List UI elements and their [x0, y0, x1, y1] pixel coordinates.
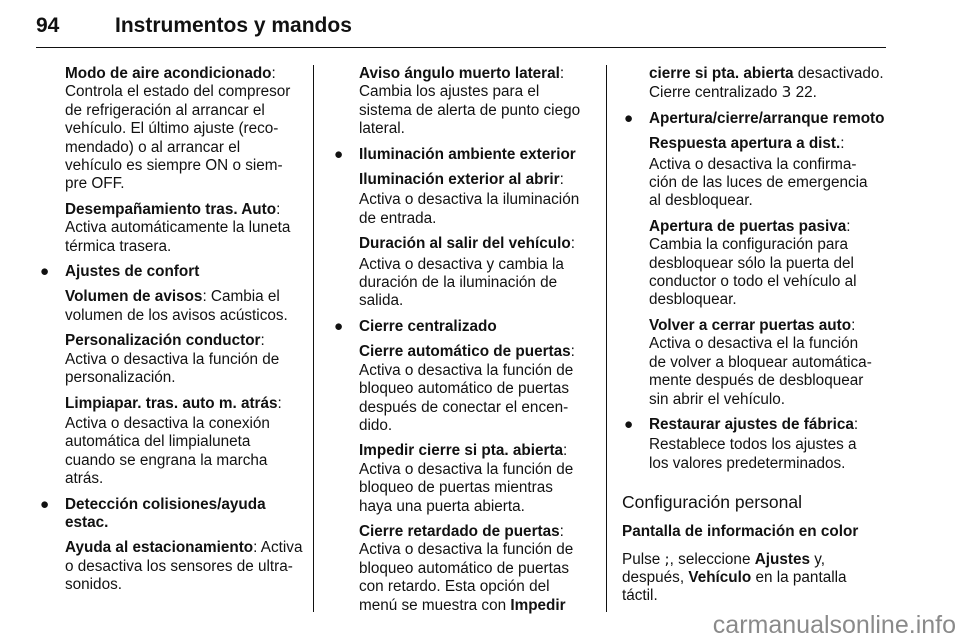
bullet-icon: ● — [334, 145, 344, 163]
bullet-collision: ● Detección colisiones/ayuda estac. — [40, 495, 266, 531]
column-1 — [38, 65, 312, 602]
setting-unlock-lighting: Iluminación exterior al abrir: Activa o desactiva la iluminación de entrada. — [359, 171, 580, 227]
setting-remote-unlock-feedback: Respuesta apertura a dist.: Activa o desactiva la confirma- ción de las luces de emergencia al desbloquear. — [649, 135, 868, 210]
column-3 — [622, 65, 890, 613]
bullet-icon: ● — [624, 415, 634, 433]
setting-rear-wiper: Limpiapar. tras. auto m. atrás: Activa o desactiva la conexión automática del limpialuneta cuando se engrana la marcha atrás. — [65, 394, 282, 488]
setting-park-assist: Ayuda al estacionamiento: Activa o desactiva los sensores de ultra- sonidos. — [65, 539, 303, 594]
page-reference-icon: 3 — [781, 83, 792, 102]
setting-auto-door-lock: Cierre automático de puertas: Activa o desactiva la función de bloqueo automático de puertas después de conectar el encen- dido. — [359, 343, 575, 434]
setting-exit-lighting: Duración al salir del vehículo: Activa o desactiva y cambia la duración de la iluminación de salida. — [359, 235, 575, 310]
subsection-heading: Pantalla de información en color — [622, 523, 859, 541]
bullet-comfort: ● Ajustes de confort — [40, 263, 200, 281]
setting-blind-spot: Aviso ángulo muerto lateral: Cambia los ajustes para el sistema de alerta de punto ciego lateral. — [359, 65, 581, 138]
bullet-icon: ● — [40, 495, 50, 513]
bullet-central-locking: ● Cierre centralizado — [334, 317, 497, 335]
header-rule — [36, 47, 886, 48]
delayed-lock-continued: cierre si pta. abierta desactivado. Cierre centralizado 3 22. — [649, 65, 884, 102]
bullet-factory-reset: ● Restaurar ajustes de fábrica: Restablece todos los ajustes a los valores predeterminados. — [624, 415, 859, 472]
column-divider-2 — [606, 65, 607, 612]
setting-delayed-lock: Cierre retardado de puertas: Activa o desactiva la función de bloqueo automático de puertas con retardo. Esta opción del menú se muestra con Impedir — [359, 522, 574, 614]
bullet-icon: ● — [334, 317, 344, 335]
bullet-icon: ● — [40, 263, 50, 281]
bullet-exterior-lighting: ● Iluminación ambiente exterior — [334, 145, 576, 163]
home-icon: ; — [664, 549, 670, 568]
setting-driver-personalization: Personalización conductor: Activa o desactiva la función de personalización. — [65, 332, 280, 387]
watermark: carmanualsonline.info — [712, 611, 956, 639]
page-number: 94 — [36, 14, 60, 37]
section-heading: Configuración personal — [622, 492, 802, 513]
column-divider-1 — [313, 65, 314, 612]
column-2 — [332, 65, 594, 622]
setting-alert-volume: Volumen de avisos: Cambia el volumen de los avisos acústicos. — [65, 288, 288, 324]
chapter-title: Instrumentos y mandos — [115, 14, 352, 37]
setting-open-door-antilock: Impedir cierre si pta. abierta: Activa o desactiva la función de bloqueo de puertas mientras haya una puerta abierta. — [359, 442, 574, 515]
setting-rear-defog: Desempañamiento tras. Auto: Activa automáticamente la luneta térmica trasera. — [65, 200, 291, 255]
setting-passive-door-unlock: Apertura de puertas pasiva: Cambia la configuración para desbloquear sólo la puerta del conductor o todo el vehículo al desbloquear. — [649, 217, 857, 309]
setting-ac-mode: Modo de aire acondicionado: Controla el estado del compresor de refrigeración al arrancar el vehículo. El último ajuste (reco- mendado) o al arrancar el vehículo es siempre ON o siem- pre OFF. — [65, 65, 291, 193]
bullet-remote: ● Apertura/cierre/arranque remoto — [624, 109, 885, 127]
instructions-paragraph: Pulse ;, seleccione Ajustes y, después, Vehículo en la pantalla táctil. — [622, 549, 847, 605]
bullet-icon: ● — [624, 109, 634, 127]
page-header — [36, 14, 886, 48]
setting-auto-relock: Volver a cerrar puertas auto: Activa o desactiva el la función de volver a bloquear automática- mente después de desbloquear sin abrir el vehículo. — [649, 316, 872, 408]
